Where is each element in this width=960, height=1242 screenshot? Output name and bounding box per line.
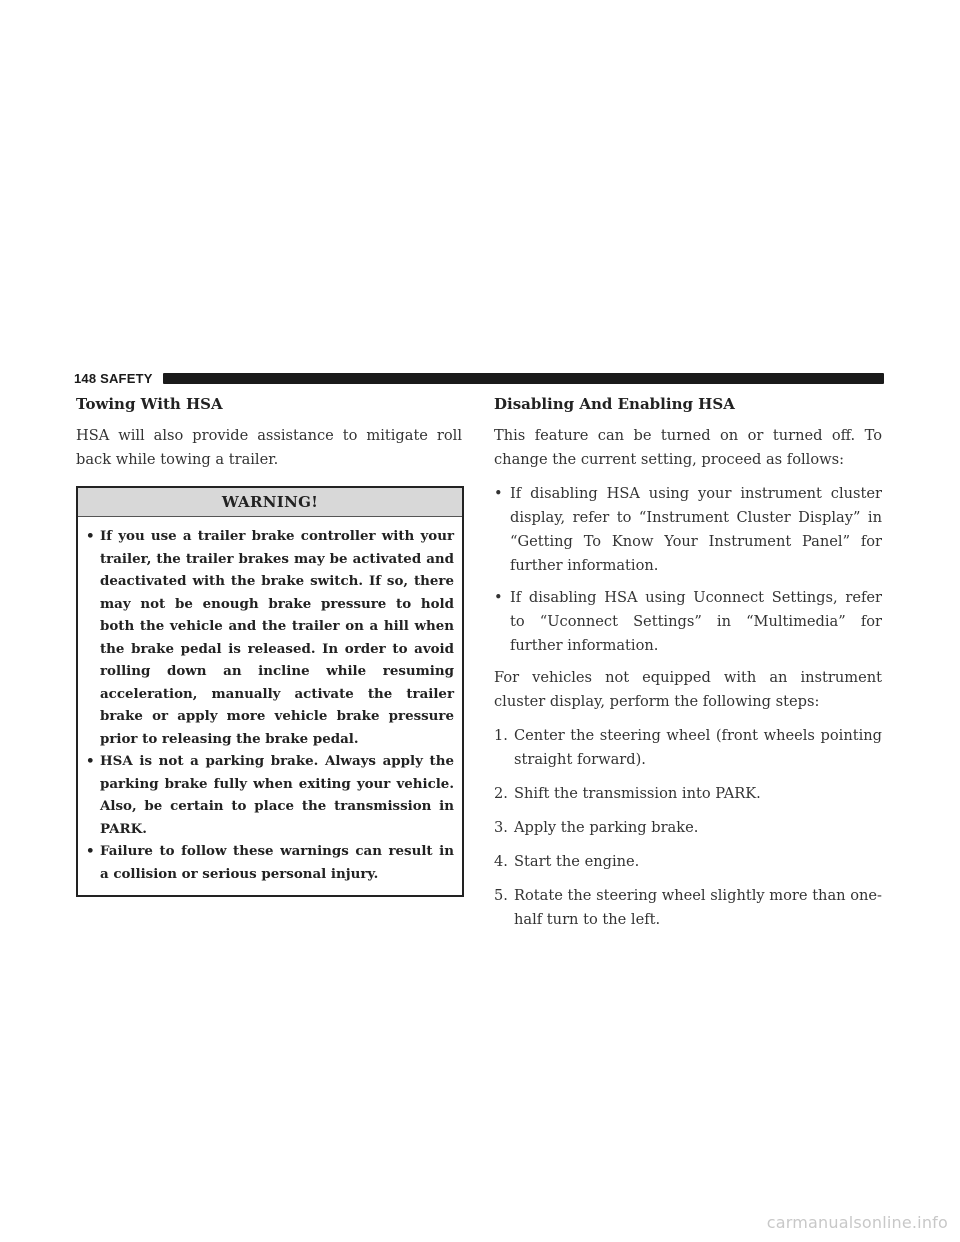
disabling-intro: This feature can be turned on or turned off. To change the current setting, proceed as follows: <box>494 427 882 468</box>
list-item <box>494 482 882 578</box>
step-text: Center the steering wheel (front wheels pointing straight forward). <box>514 727 882 768</box>
bullet-icon: • <box>86 843 95 859</box>
bullet-icon: • <box>494 485 503 502</box>
step-number: 4. <box>494 853 508 870</box>
watermark-link[interactable]: carmanualsonline.info <box>766 1213 948 1232</box>
warning-title: WARNING! <box>78 488 462 517</box>
warning-item-text: Failure to follow these warnings can result in a collision or serious personal injury. <box>100 843 454 882</box>
warning-box <box>76 486 464 897</box>
step-text: Start the engine. <box>514 853 640 870</box>
section-heading-disabling: Disabling And Enabling HSA <box>494 395 735 413</box>
bullet-icon: • <box>494 589 503 606</box>
section-heading-towing: Towing With HSA <box>76 395 223 413</box>
left-column <box>76 392 462 897</box>
list-item-text: If disabling HSA using Uconnect Settings, refer to “Uconnect Settings” in “Multimedia” for further information. <box>510 589 882 654</box>
warning-item-text: If you use a trailer brake controller with your trailer, the trailer brakes may be activated and deactivated with the brake switch. If so, there may not be enough brake pressure to hold both the vehicle and the trailer on a hill when the brake pedal is released. In order to avoid rolling down an incline while resuming acceleration, manually activate the trailer brake or apply more vehicle brake pressure prior to releasing the brake pedal. <box>100 528 454 747</box>
steps-intro: For vehicles not equipped with an instrument cluster display, perform the following steps: <box>494 669 882 710</box>
header-rule <box>163 373 884 384</box>
step-item <box>494 724 882 772</box>
towing-intro: HSA will also provide assistance to mitigate roll back while towing a trailer. <box>76 427 462 468</box>
step-item <box>494 816 882 840</box>
warning-body <box>78 517 462 895</box>
list-item <box>494 586 882 658</box>
step-text: Apply the parking brake. <box>514 819 699 836</box>
step-number: 5. <box>494 887 508 904</box>
right-column <box>494 392 882 942</box>
step-item <box>494 884 882 932</box>
page-header <box>74 370 884 386</box>
warning-item <box>86 840 454 885</box>
step-text: Rotate the steering wheel slightly more than one-half turn to the left. <box>514 887 882 928</box>
step-text: Shift the transmission into PARK. <box>514 785 761 802</box>
page-number-section: 148 SAFETY <box>74 370 153 386</box>
step-number: 3. <box>494 819 508 836</box>
bullet-icon: • <box>86 528 95 544</box>
warning-item-text: HSA is not a parking brake. Always apply the parking brake fully when exiting your vehicle. Also, be certain to place the transmission in PARK. <box>100 753 454 837</box>
warning-item <box>86 750 454 840</box>
step-number: 1. <box>494 727 508 744</box>
warning-item <box>86 525 454 750</box>
list-item-text: If disabling HSA using your instrument cluster display, refer to “Instrument Cluster Display” in “Getting To Know Your Instrument Panel” for further information. <box>510 485 882 574</box>
bullet-icon: • <box>86 753 95 769</box>
step-item <box>494 782 882 806</box>
step-number: 2. <box>494 785 508 802</box>
step-item <box>494 850 882 874</box>
